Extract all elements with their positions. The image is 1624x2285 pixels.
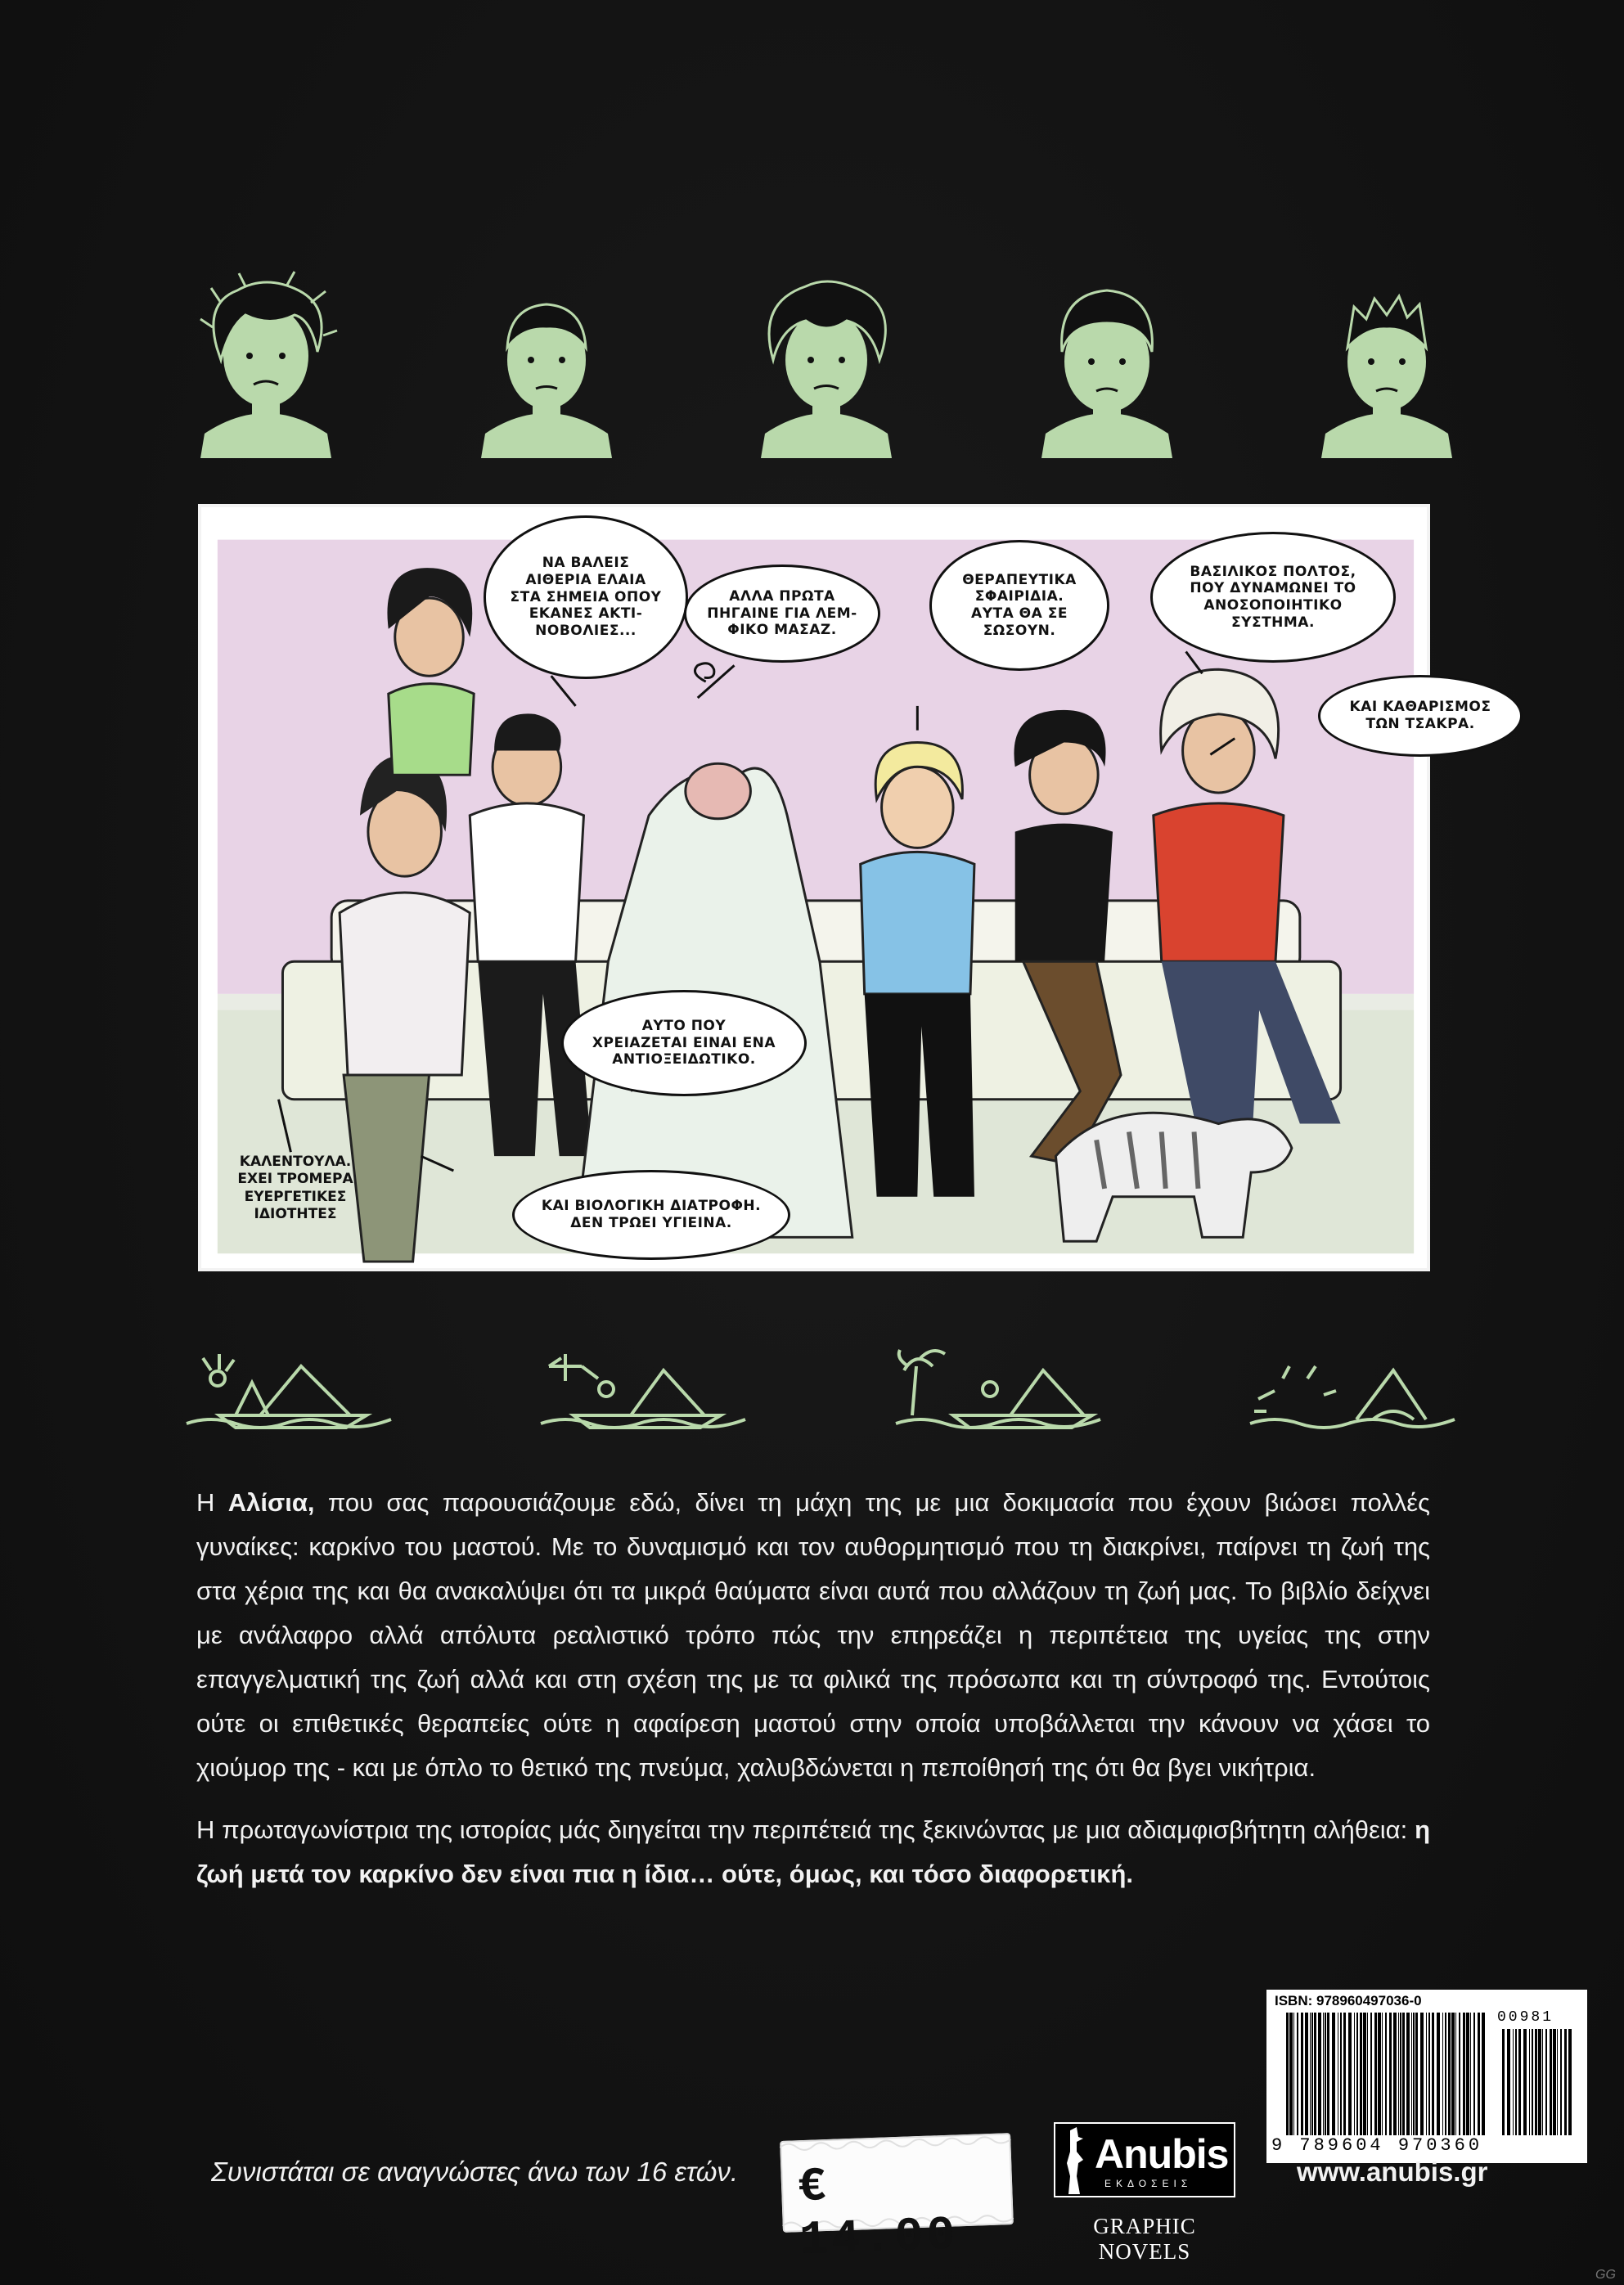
price-value: € 14.00 [797,2160,960,2269]
face-afro [1029,270,1185,458]
speech-bubble: ΚΑΙ ΒΙΟΛΟΓΙΚΗ ΔΙΑΤΡΟΦΗ. ΔΕΝ ΤΡΩΕΙ ΥΓΙΕΙΝΑ. [512,1170,790,1260]
barcode-digits: 9 789604 970360 [1271,2135,1483,2156]
scanner-mark: GG [1595,2268,1616,2282]
publisher-line: GRAPHIC NOVELS [1093,2214,1196,2264]
speech-bubble: ΒΑΣΙΛΙΚΟΣ ΠΟΛΤΟΣ, ΠΟΥ ΔΥΝΑΜΩΝΕΙ ΤΟ ΑΝΟΣΟΠΟΙΗΤΙΚΟ ΣΥΣΤΗΜΑ. [1150,532,1396,663]
barcode-bars [1284,2013,1487,2135]
speech-bubble: ΘΕΡΑΠΕΥΤΙΚΑ ΣΦΑΙΡΙΔΙΑ. ΑΥΤΑ ΘΑ ΣΕ ΣΩΣΟΥΝ. [929,540,1109,671]
barcode-addon-number: 00981 [1497,2009,1554,2026]
publisher-logo [1054,2122,1235,2264]
boat-3 [896,1334,1109,1440]
age-recommendation: Συνιστάται σε αναγνώστες άνω των 16 ετών. [211,2157,739,2187]
paper-boats-row [187,1334,1463,1440]
publisher-name: Anubis [1095,2131,1229,2177]
boat-1 [187,1334,399,1440]
boat-4 [1250,1334,1463,1440]
anubis-figure-icon [1059,2127,1093,2196]
price-sticker [780,2133,1014,2269]
synopsis-paragraph-2: Η πρωταγωνίστρια της ιστορίας μάς διηγείται την περιπέτειά της ξεκινώντας με μια αδιαμφισβήτητη αλήθεια: η ζωή μετά τον καρκίνο δεν είναι πια η ίδια… ούτε, όμως, και τόσο διαφορετική. [196,1815,1430,1888]
face-wild-hair [188,270,344,458]
character-faces-row [188,270,1464,462]
isbn-label: ISBN: 978960497036-0 [1275,1993,1422,2008]
face-short-hair [469,270,624,458]
speech-bubble: ΚΑΛΕΝΤΟΥΛΑ. ΕΧΕΙ ΤΡΟΜΕΡΑ ΕΥΕΡΓΕΤΙΚΕΣ ΙΔΙΟΤΗΤΕΣ [237,1154,353,1222]
speech-bubble: ΝΑ ΒΑΛΕΙΣ ΑΙΘΕΡΙΑ ΕΛΑΙΑ ΣΤΑ ΣΗΜΕΙΑ ΟΠΟΥ ΕΚΑΝΕΣ ΑΚΤΙ- ΝΟΒΟΛΙΕΣ... [484,515,688,679]
website-link[interactable]: www.anubis.gr [1297,2157,1488,2187]
face-spiky-hair [1309,270,1464,458]
publisher-subtitle: ΕΚΔΟΣΕΙΣ [1104,2178,1193,2189]
speech-bubble: ΑΛΛΑ ΠΡΩΤΑ ΠΗΓΑΙΝΕ ΓΙΑ ΛΕΜ- ΦΙΚΟ ΜΑΣΑΖ. [684,565,880,663]
speech-bubble: ΑΥΤΟ ΠΟΥ ΧΡΕΙΑΖΕΤΑΙ ΕΙΝΑΙ ΕΝΑ ΑΝΤΙΟΞΕΙΔΩΤΙΚΟ. [561,990,807,1096]
face-curly-hair [749,270,904,458]
isbn-barcode [1266,1990,1587,2163]
boat-2 [541,1334,754,1440]
barcode-addon-bars [1500,2029,1574,2135]
speech-bubble: ΚΑΙ ΚΑΘΑΡΙΣΜΟΣ ΤΩΝ ΤΣΑΚΡΑ. [1318,675,1523,757]
synopsis-paragraph-1: Η Αλίσια, που σας παρουσιάζουμε εδώ, δίνει τη μάχη της με μια δοκιμασία που έχουν βιώσει πολλές γυναίκες: καρκίνο του μαστού. Με το δυναμισμό και τον αυθορμητισμό που τη διακρίνει, παίρνει τη ζωή της στα χέρια της και θα ανακαλύψει ότι τα μικρά θαύματα είναι αυτά που αλλάζουν τη ζωή μας. Το βιβλίο δείχνει με ανάλαφρο αλλά απόλυτα ρεαλιστικό τρόπο πώς την επηρεάζει η περιπέτεια της υγείας της στην επαγγελματική της ζωή αλλά και στη σχέση της με τα φιλικά της πρόσωπα και τη σύντροφό της. Εντούτοις ούτε οι επιθετικές θεραπείες ούτε η αφαίρεση μαστού στην οποία υποβάλλεται την κάνουν να χάσει το χιούμορ της - και με όπλο το θετικό της πνεύμα, χαλυβδώνεται η πεποίθησή της ότι θα βγει νικήτρια. [196,1488,1430,1782]
comic-panel [198,504,1491,1271]
synopsis-text [196,1481,1430,1914]
